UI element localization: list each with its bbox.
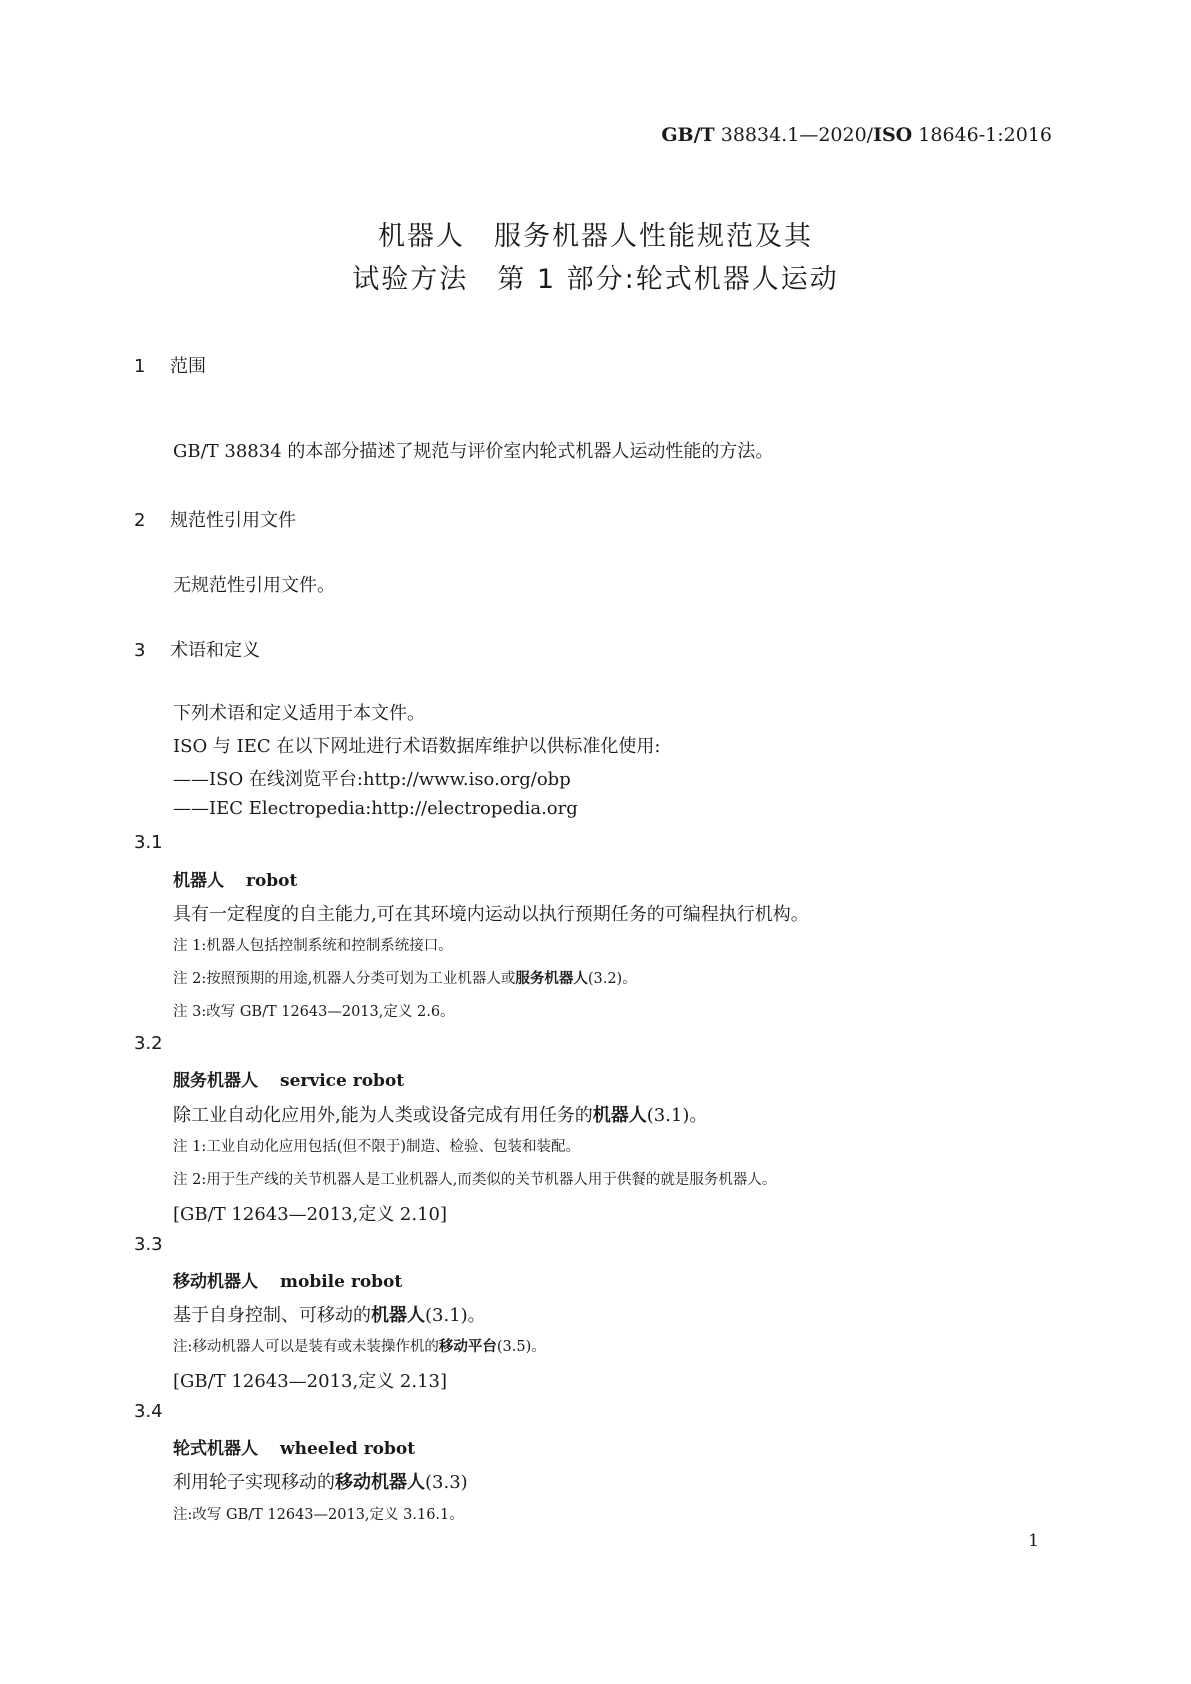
term-note: 注 3:改写 GB/T 12643—2013,定义 2.6。 xyxy=(173,1004,455,1020)
term-note xyxy=(173,1335,546,1356)
code-iso: ISO xyxy=(873,124,913,146)
term-heading-robot xyxy=(173,866,297,891)
term-number: 3.1 xyxy=(134,832,163,853)
section-3-heading xyxy=(134,636,260,662)
term-number: 3.2 xyxy=(134,1033,163,1054)
term-definition: 具有一定程度的自主能力,可在其环境内运动以执行预期任务的可编程执行机构。 xyxy=(173,904,809,925)
term-reference[interactable]: 机器人 xyxy=(371,1305,425,1326)
standard-code xyxy=(600,124,1052,146)
term-en: service robot xyxy=(280,1071,405,1091)
section-3-intro1: 下列术语和定义适用于本文件。 xyxy=(173,703,425,724)
term-note xyxy=(173,967,637,988)
definition-text: 除工业自动化应用外,能为人类或设备完成有用任务的 xyxy=(173,1105,593,1126)
definition-ref-number: (3.1)。 xyxy=(425,1305,486,1326)
term-heading-mobile-robot xyxy=(173,1267,402,1292)
section-title: 术语和定义 xyxy=(170,640,260,661)
term-zh: 移动机器人 xyxy=(173,1272,258,1292)
section-number: 1 xyxy=(134,356,146,377)
term-reference[interactable]: 移动机器人 xyxy=(335,1472,425,1493)
term-heading-wheeled-robot xyxy=(173,1434,415,1459)
term-zh: 轮式机器人 xyxy=(173,1439,258,1459)
section-1-heading xyxy=(134,352,206,378)
term-en: wheeled robot xyxy=(280,1439,416,1459)
iec-electropedia-link[interactable]: ——IEC Electropedia:http://electropedia.org xyxy=(173,798,578,819)
term-note: 注:改写 GB/T 12643—2013,定义 3.16.1。 xyxy=(173,1507,464,1523)
term-number: 3.4 xyxy=(134,1401,163,1422)
note-ref-number: (3.5)。 xyxy=(496,1339,546,1355)
section-title: 规范性引用文件 xyxy=(170,510,296,531)
term-note: 注 1:工业自动化应用包括(但不限于)制造、检验、包装和装配。 xyxy=(173,1139,581,1155)
note-ref-number: (3.2)。 xyxy=(587,971,637,987)
definition-text: 基于自身控制、可移动的 xyxy=(173,1305,371,1326)
iso-obp-link[interactable]: ——ISO 在线浏览平台:http://www.iso.org/obp xyxy=(173,769,571,790)
term-zh: 服务机器人 xyxy=(173,1071,258,1091)
document-title-line2: 试验方法 第 1 部分:轮式机器人运动 xyxy=(352,264,839,295)
term-number: 3.3 xyxy=(134,1234,163,1255)
term-definition xyxy=(173,1468,468,1494)
term-heading-service-robot xyxy=(173,1066,404,1091)
term-source: [GB/T 12643—2013,定义 2.13] xyxy=(173,1371,448,1392)
section-1-body: GB/T 38834 的本部分描述了规范与评价室内轮式机器人运动性能的方法。 xyxy=(173,441,774,462)
term-en: mobile robot xyxy=(280,1272,403,1292)
definition-text: 利用轮子实现移动的 xyxy=(173,1472,335,1493)
section-number: 3 xyxy=(134,640,146,661)
term-source: [GB/T 12643—2013,定义 2.10] xyxy=(173,1204,448,1225)
definition-ref-number: (3.1)。 xyxy=(646,1105,708,1126)
term-definition xyxy=(173,1301,486,1327)
term-reference[interactable]: 移动平台 xyxy=(438,1339,497,1355)
term-definition xyxy=(173,1101,707,1127)
note-text: 注:移动机器人可以是装有或未装操作机的 xyxy=(173,1339,439,1355)
term-note: 注 1:机器人包括控制系统和控制系统接口。 xyxy=(173,938,453,954)
term-reference[interactable]: 服务机器人 xyxy=(515,971,588,987)
term-zh: 机器人 xyxy=(173,871,224,891)
section-title: 范围 xyxy=(170,356,206,377)
document-title-line1: 机器人 服务机器人性能规范及其 xyxy=(378,221,813,252)
page-number: 1 xyxy=(1028,1531,1039,1551)
term-reference[interactable]: 机器人 xyxy=(592,1105,647,1126)
term-en: robot xyxy=(246,871,298,891)
code-iso-number: 18646-1:2016 xyxy=(912,124,1052,146)
section-2-heading xyxy=(134,506,296,532)
code-number: 38834.1—2020/ xyxy=(714,124,874,146)
section-2-body: 无规范性引用文件。 xyxy=(173,575,335,596)
definition-ref-number: (3.3) xyxy=(425,1472,468,1493)
section-3-intro2: ISO 与 IEC 在以下网址进行术语数据库维护以供标准化使用: xyxy=(173,736,661,757)
note-text: 注 2:按照预期的用途,机器人分类可划为工业机器人或 xyxy=(173,971,516,987)
term-note: 注 2:用于生产线的关节机器人是工业机器人,而类似的关节机器人用于供餐的就是服务机器人。 xyxy=(173,1172,777,1188)
section-number: 2 xyxy=(134,510,146,531)
code-prefix: GB/T xyxy=(661,124,715,146)
